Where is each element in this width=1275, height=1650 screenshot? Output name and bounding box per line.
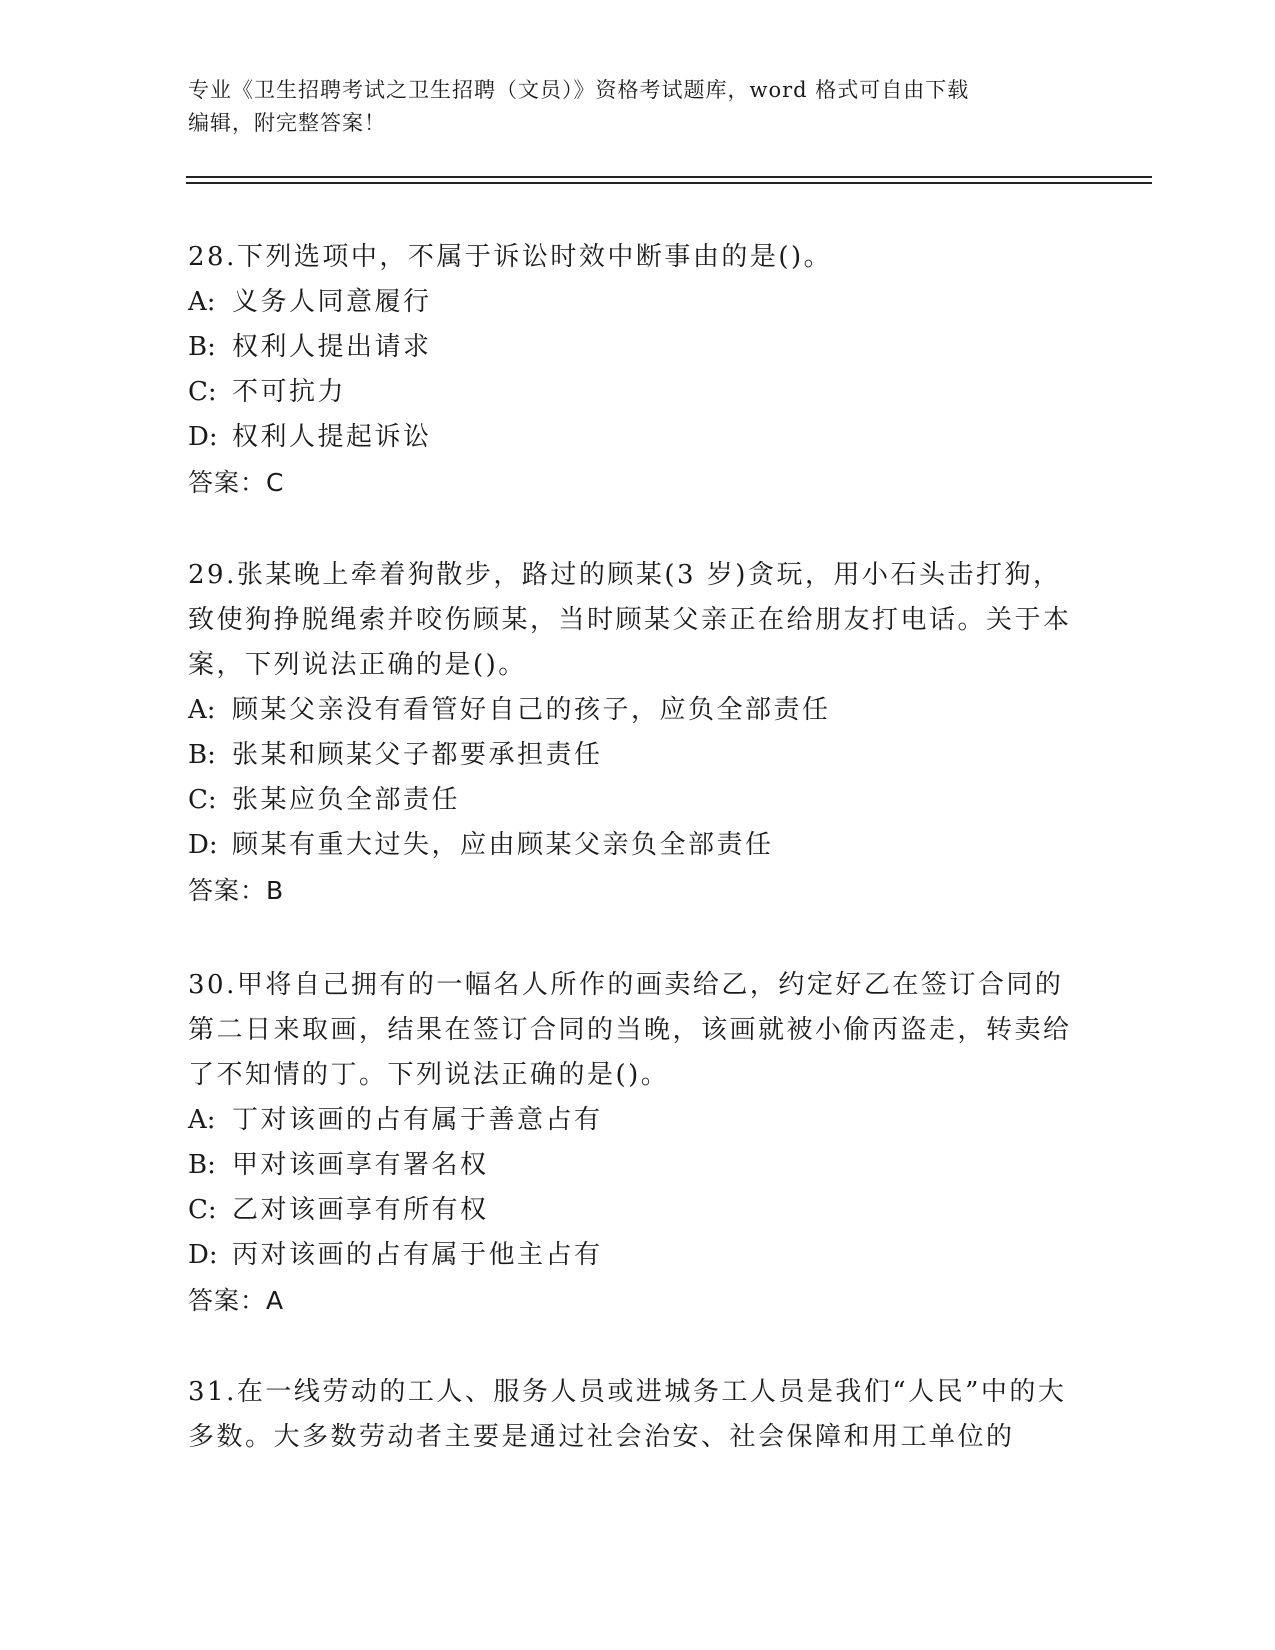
option-letter: B: [188, 332, 216, 362]
question-text: 28.下列选项中，不属于诉讼时效中断事由的是()。 [188, 242, 833, 272]
option-letter: B: [188, 740, 216, 770]
option-letter: C: [188, 785, 217, 815]
option-text: 丙对该画的占有属于他主占有 [232, 1240, 603, 1270]
option-text: 张某和顾某父子都要承担责任 [232, 740, 603, 770]
option-text: 权利人提出请求 [232, 332, 432, 362]
option-letter: C: [188, 1195, 217, 1225]
answer-line: 答案：C [188, 468, 285, 497]
option-a [188, 688, 1088, 733]
option-a [188, 280, 1088, 325]
option-letter: A: [188, 287, 216, 317]
option-d [188, 415, 1088, 460]
answer-line: 答案：B [188, 876, 285, 905]
option-letter: A: [188, 695, 216, 725]
question-29 [188, 553, 1088, 913]
question-31 [188, 1370, 1088, 1460]
option-text: 顾某有重大过失，应由顾某父亲负全部责任 [232, 830, 774, 860]
option-text: 乙对该画享有所有权 [232, 1195, 489, 1225]
document-header [188, 74, 1088, 140]
header-divider-bottom [186, 182, 1152, 184]
option-d [188, 1233, 1088, 1278]
option-b [188, 1143, 1088, 1188]
option-letter: D: [188, 422, 218, 452]
option-text: 顾某父亲没有看管好自己的孩子，应负全部责任 [232, 695, 831, 725]
option-letter: D: [188, 1240, 218, 1270]
option-a [188, 1098, 1088, 1143]
option-letter: B: [188, 1150, 216, 1180]
question-text: 29.张某晚上牵着狗散步，路过的顾某(3 岁)贪玩，用小石头击打狗，致使狗挣脱绳索并咬伤顾某，当时顾某父亲正在给朋友打电话。关于本案，下列说法正确的是()。 [188, 560, 1072, 680]
option-b [188, 325, 1088, 370]
answer-line: 答案：A [188, 1286, 285, 1315]
option-c [188, 1188, 1088, 1233]
option-letter: C: [188, 377, 217, 407]
question-text: 30.甲将自己拥有的一幅名人所作的画卖给乙，约定好乙在签订合同的第二日来取画，结果在签订合同的当晚，该画就被小偷丙盗走，转卖给了不知情的丁。下列说法正确的是()。 [188, 970, 1072, 1090]
option-c [188, 370, 1088, 415]
option-text: 张某应负全部责任 [232, 785, 461, 815]
option-letter: A: [188, 1105, 216, 1135]
option-text: 丁对该画的占有属于善意占有 [232, 1105, 603, 1135]
header-line-2: 编辑，附完整答案！ [188, 111, 386, 135]
option-text: 权利人提起诉讼 [232, 422, 432, 452]
option-text: 义务人同意履行 [232, 287, 432, 317]
question-30 [188, 963, 1088, 1323]
option-letter: D: [188, 830, 218, 860]
option-d [188, 823, 1088, 868]
option-b [188, 733, 1088, 778]
option-text: 甲对该画享有署名权 [232, 1150, 489, 1180]
option-c [188, 778, 1088, 823]
question-28 [188, 235, 1088, 505]
question-text: 31.在一线劳动的工人、服务人员或进城务工人员是我们“人民”中的大多数。大多数劳动者主要是通过社会治安、社会保障和用工单位的 [188, 1377, 1067, 1452]
header-line-1: 专业《卫生招聘考试之卫生招聘（文员）》资格考试题库，word 格式可自由下载 [188, 78, 970, 102]
header-divider-top [186, 176, 1152, 178]
option-text: 不可抗力 [232, 377, 347, 407]
